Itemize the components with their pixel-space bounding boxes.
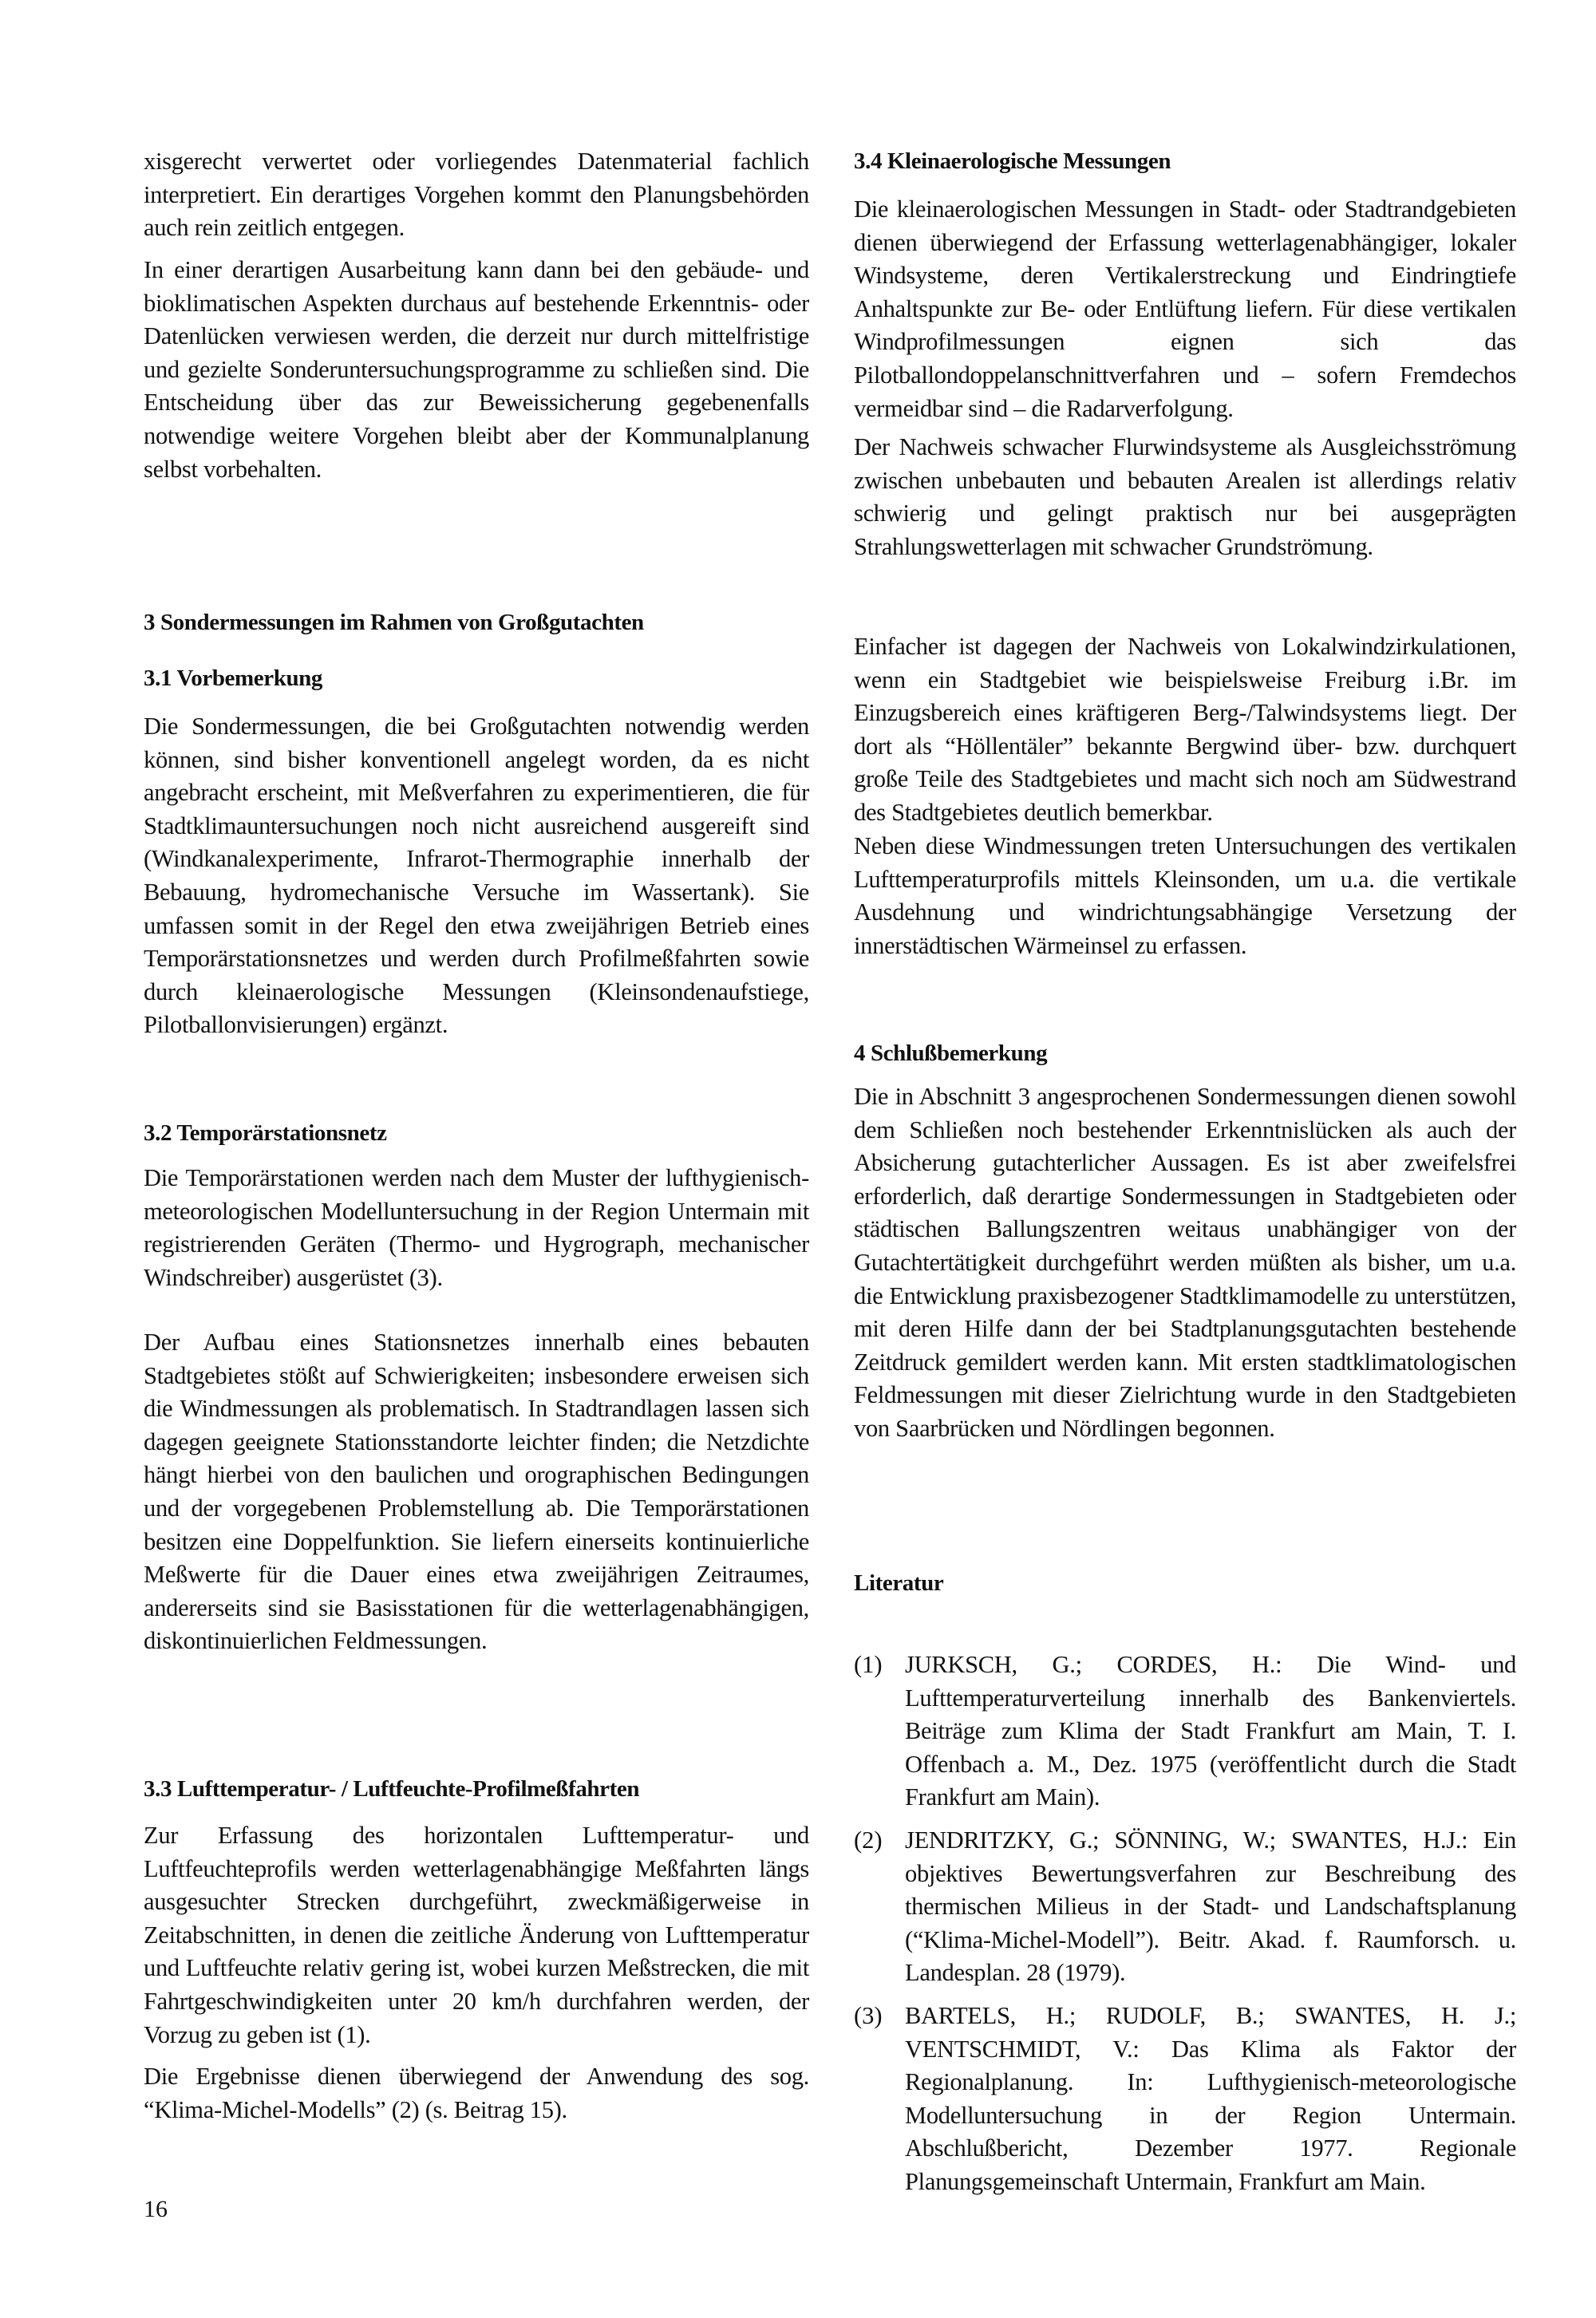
paragraph-windmessungen: Neben diese Windmessungen treten Untersuchungen des vertikalen Lufttemperaturprofils mittels Kleinsonden, um u.a. die vertikale Ausdehnung und windrichtungsabhängige Versetzung der innerstädtischen Wärmeinsel zu erfassen. [854,832,1516,959]
paragraph-intro-end: xisgerecht verwertet oder vorliegendes Datenmaterial fachlich interpretiert. Ein derartiges Vorgehen kommt den Planungsbehörden auch rein zeitlich entgegen. [144,148,809,242]
paragraph-profilmessfahrten: Zur Erfassung des horizontalen Lufttemperatur- und Luftfeuchteprofils werden wetterlagenabhängige Meßfahrten längs ausgesuchter Strecken durchgeführt, zweckmäßigerweise in Zeitabschnitten, in denen die zeitliche Änderung von Lufttemperatur und Luftfeuchte relativ gering ist, wobei kurzen Meßstrecken, die mit Fahrtgeschwindigkeiten unter 20 km/h durchfahren werden, der Vorzug zu geben ist (1). [144,1822,809,2048]
heading-section-4: 4 Schlußbemerkung [854,1041,1048,1066]
paragraph-ausarbeitung: In einer derartigen Ausarbeitung kann dann bei den gebäude- und bioklimatischen Aspekten durchaus auf bestehende Erkenntnis- oder Datenlücken verwiesen werden, die derzeit nur durch mittelfristige und gezielte Sonderuntersuchungsprogramme zu schließen sind. Die Entscheidung über das zur Beweissicherung gegebenenfalls notwendige weitere Vorgehen bleibt aber der Kommunalplanung selbst vorbehalten. [144,256,809,483]
paragraph-temporaerstationen: Die Temporärstationen werden nach dem Muster der lufthygienisch-meteorologischen Modelluntersuchung in der Region Untermain mit registrierenden Geräten (Thermo- und Hygrograph, mechanischer Windschreiber) ausgerüstet (3). [144,1164,809,1291]
paragraph-stationsnetz: Der Aufbau eines Stationsnetzes innerhalb eines bebauten Stadtgebietes stößt auf Schwierigkeiten; insbesondere erweisen sich die Windmessungen als problematisch. In Stadtrandlagen lassen sich dagegen geeignete Stationsstandorte leichter finden; die Netzdichte hängt hierbei von den baulichen und orographischen Bedingungen und der vorgegebenen Problemstellung ab. Die Temporärstationen besitzen eine Doppelfunktion. Sie liefern einerseits kontinuierliche Meßwerte für die Dauer eines etwa zweijährigen Zeitraumes, andererseits sind sie Basisstationen für die wetterlagenabhängigen, diskontinuierlichen Feldmessungen. [144,1329,809,1655]
heading-section-3-1: 3.1 Vorbemerkung [144,665,323,691]
reference-number: (2) [854,1826,883,1854]
paragraph-ergebnisse: Die Ergebnisse dienen überwiegend der Anwendung des sog. “Klima-Michel-Modells” (2) (s. Beitrag 15). [144,2063,809,2123]
reference-list [854,1649,1516,2199]
paragraph-kleinaerologisch: Die kleinaerologischen Messungen in Stadt- oder Stadtrandgebieten dienen überwiegend der Erfassung wetterlagenabhängiger, lokaler Windsysteme, deren Vertikalerstreckung und Eindringtiefe Anhaltspunkte zur Be- oder Entlüftung liefern. Für diese vertikalen Windprofilmessungen eignen sich das Pilotballondoppelanschnittverfahren und – sofern Fremdechos vermeidbar sind – die Radarverfolgung. [854,195,1516,422]
reference-item [854,2000,1516,2199]
heading-section-3-3: 3.3 Lufttemperatur- / Luftfeuchte-Profilmeßfahrten [144,1776,640,1802]
heading-literatur: Literatur [854,1570,944,1596]
paragraph-vorbemerkung: Die Sondermessungen, die bei Großgutachten notwendig werden können, sind bisher konventionell angelegt worden, da es nicht angebracht erscheint, mit Meßverfahren zu experimentieren, die für Stadtklimauntersuchungen noch nicht ausreichend ausgereift sind (Windkanalexperimente, Infrarot-Thermographie innerhalb der Bebauung, hydromechanische Versuche im Wassertank). Sie umfassen somit in der Regel den etwa zweijährigen Betrieb eines Temporärstationsnetzes und werden durch Profilmeßfahrten sowie durch kleinaerologische Messungen (Kleinsondenaufstiege, Pilotballonvisierungen) ergänzt. [144,713,809,1039]
reference-text: JURKSCH, G.; CORDES, H.: Die Wind- und Lufttemperaturverteilung innerhalb des Bankenviertels. Beiträge zum Klima der Stadt Frankfurt am Main, T. I. Offenbach a. M., Dez. 1975 (veröffentlicht durch die Stadt Frankfurt am Main). [905,1651,1516,1811]
page-number: 16 [144,2196,168,2222]
reference-item [854,1824,1516,1990]
paragraph-lokalwind: Einfacher ist dagegen der Nachweis von Lokalwindzirkulationen, wenn ein Stadtgebiet wie beispielsweise Freiburg i.Br. im Einzugsbereich eines kräftigeren Berg-/Talwindsystems liegt. Der dort als “Höllentäler” bekannte Bergwind über- bzw. durchquert große Teile des Stadtgebietes und macht sich noch am Südwestrand des Stadtgebietes deutlich bemerkbar. [854,633,1516,826]
reference-text: BARTELS, H.; RUDOLF, B.; SWANTES, H. J.; VENTSCHMIDT, V.: Das Klima als Faktor der Regionalplanung. In: Lufthygienisch-meteorologische Modelluntersuchung in der Region Untermain. Abschlußbericht, Dezember 1977. Regionale Planungsgemeinschaft Untermain, Frankfurt am Main. [905,2001,1516,2195]
reference-item [854,1649,1516,1815]
paragraph-flurwind: Der Nachweis schwacher Flurwindsysteme als Ausgleichsströmung zwischen unbebauten und bebauten Arealen ist allerdings relativ schwierig und gelingt praktisch nur bei ausgeprägten Strahlungswetterlagen mit schwacher Grundströmung. [854,433,1516,560]
heading-section-3: 3 Sondermessungen im Rahmen von Großgutachten [144,610,644,635]
paragraph-schlussbemerkung: Die in Abschnitt 3 angesprochenen Sondermessungen dienen sowohl dem Schließen noch bestehender Erkenntnislücken als auch der Absicherung gutachterlicher Aussagen. Es ist aber zweifelsfrei erforderlich, daß derartige Sondermessungen in Stadtgebieten oder städtischen Ballungszentren weitaus unabhängiger von der Gutachtertätigkeit durchgeführt werden müßten als bisher, um u.a. die Entwicklung praxisbezogener Stadtklimamodelle zu unterstützen, mit deren Hilfe dann der bei Stadtplanungsgutachten bestehende Zeitdruck gemildert werden kann. Mit ersten stadtklimatologischen Feldmessungen mit dieser Zielrichtung wurde in den Stadtgebieten von Saarbrücken und Nördlingen begonnen. [854,1083,1516,1442]
reference-text: JENDRITZKY, G.; SÖNNING, W.; SWANTES, H.J.: Ein objektives Bewertungsverfahren zur Beschreibung des thermischen Milieus in der Stadt- und Landschaftsplanung (“Klima-Michel-Modell”). Beitr. Akad. f. Raumforsch. u. Landesplan. 28 (1979). [905,1826,1516,1987]
reference-number: (3) [854,2001,883,2029]
heading-section-3-2: 3.2 Temporärstationsnetz [144,1120,387,1146]
heading-section-3-4: 3.4 Kleinaerologische Messungen [854,148,1171,174]
reference-number: (1) [854,1651,883,1678]
